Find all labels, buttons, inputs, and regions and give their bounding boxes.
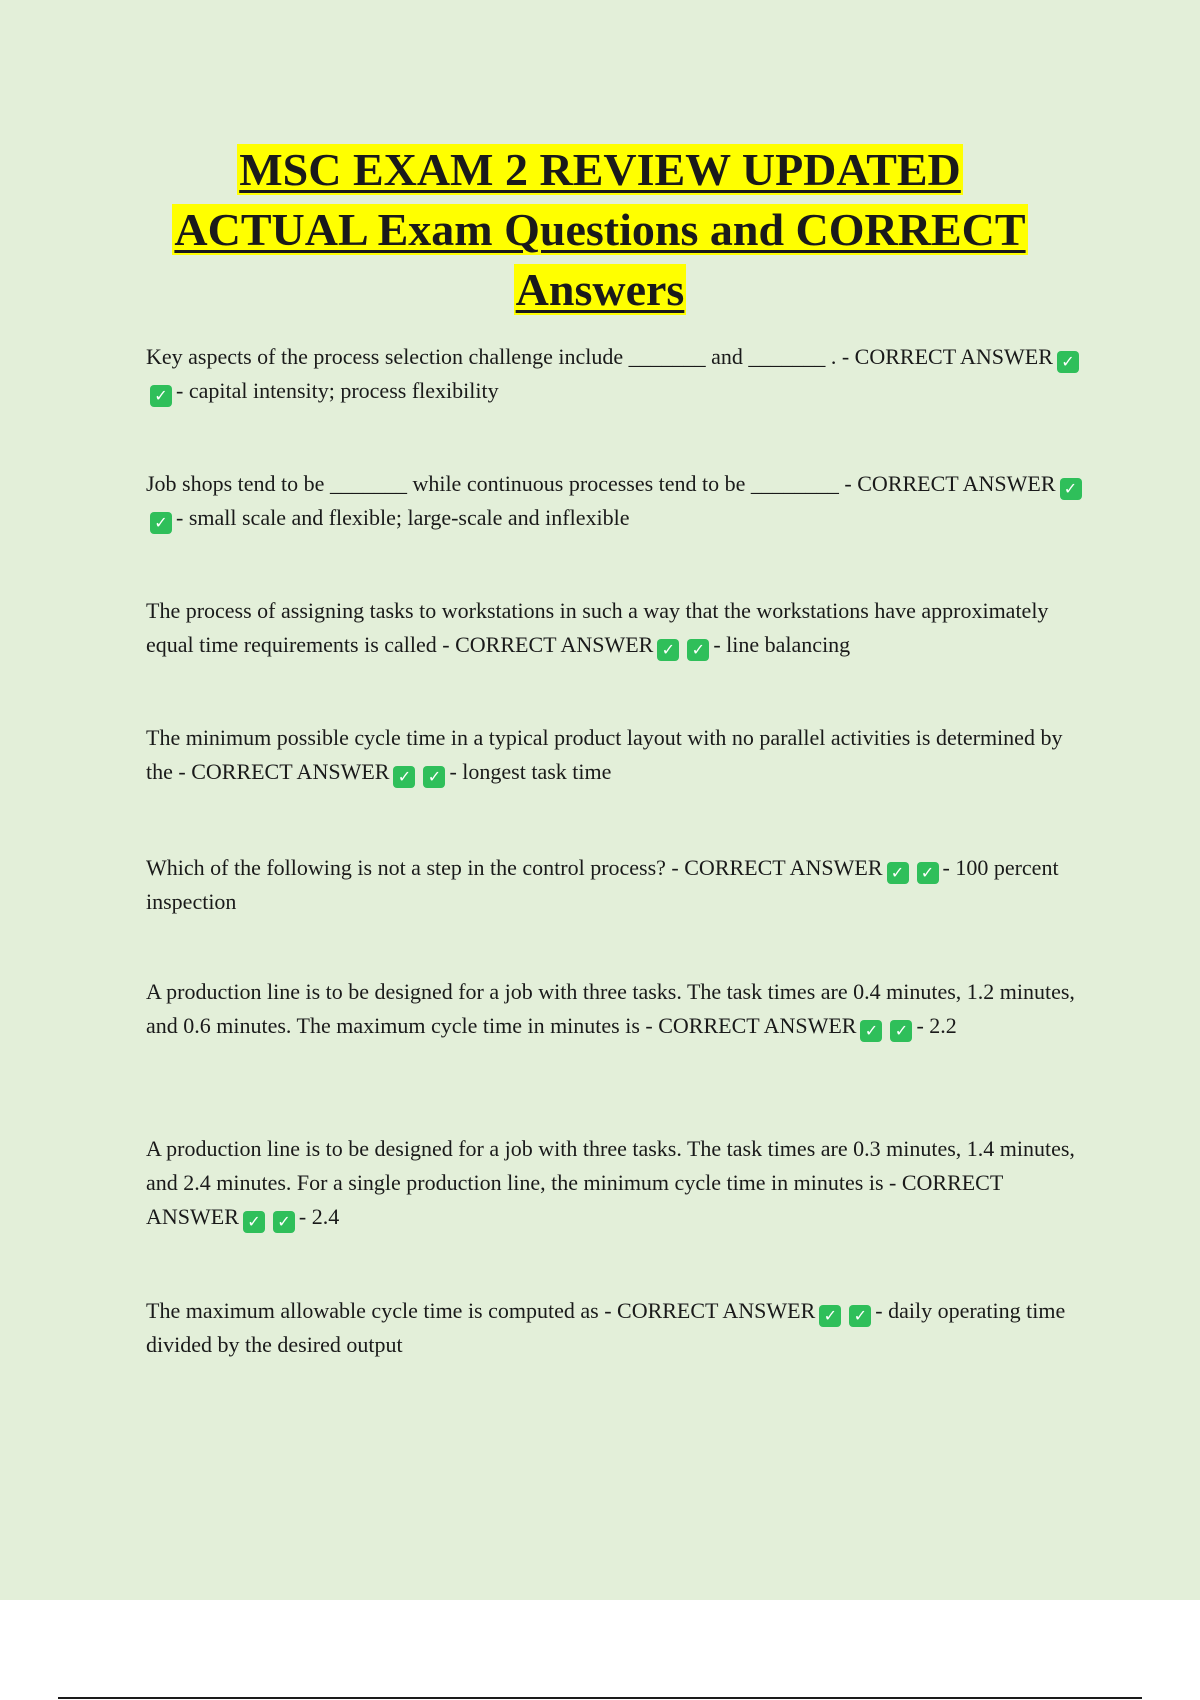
answer-text: - 2.4 <box>298 1204 340 1229</box>
check-mark-icon: ✓ <box>243 1211 265 1233</box>
question-text: Which of the following is not a step in the control process? - CORRECT ANSWER <box>146 855 883 880</box>
check-mark-icon: ✓ <box>687 639 709 661</box>
check-mark-icon: ✓ <box>393 766 415 788</box>
qa-item <box>146 340 1086 408</box>
qa-item <box>146 467 1086 535</box>
check-mark-icon: ✓ <box>917 862 939 884</box>
document-title <box>0 140 1200 320</box>
answer-text: - 2.2 <box>916 1013 957 1038</box>
qa-item <box>146 1294 1086 1362</box>
answer-text: - 100 percent inspection <box>146 855 1059 914</box>
question-text: A production line is to be designed for a job with three tasks. The task times are 0.4 minutes, 1.2 minutes, and 0.6 minutes. The maximum cycle time in minutes is - CORRECT ANSWER <box>146 979 1075 1038</box>
check-mark-icon: ✓ <box>890 1020 912 1042</box>
title-line <box>0 200 1200 260</box>
question-text: Job shops tend to be _______ while continuous processes tend to be ________ - CORRECT ANSWER <box>146 471 1056 496</box>
answer-text: - longest task time <box>449 759 612 784</box>
check-mark-icon: ✓ <box>819 1305 841 1327</box>
title-line-text: Answers <box>515 264 685 315</box>
qa-item <box>146 975 1086 1043</box>
qa-item <box>146 851 1086 919</box>
question-text: The maximum allowable cycle time is computed as - CORRECT ANSWER <box>146 1298 816 1323</box>
answer-text: - capital intensity; process flexibility <box>176 378 499 403</box>
question-text: The process of assigning tasks to workstations in such a way that the workstations have approximately equal time requirements is called - CORRECT ANSWER <box>146 598 1049 657</box>
footer-divider <box>58 1697 1142 1699</box>
question-text: Key aspects of the process selection challenge include _______ and _______ . - CORRECT ANSWER <box>146 344 1053 369</box>
answer-text: - daily operating time divided by the desired output <box>146 1298 1066 1357</box>
answer-text: - line balancing <box>713 632 851 657</box>
check-mark-icon: ✓ <box>849 1305 871 1327</box>
qa-item <box>146 721 1086 789</box>
question-text: The minimum possible cycle time in a typical product layout with no parallel activities is determined by the - CORRECT ANSWER <box>146 725 1063 784</box>
check-mark-icon: ✓ <box>887 862 909 884</box>
check-mark-icon: ✓ <box>150 512 172 534</box>
check-mark-icon: ✓ <box>150 385 172 407</box>
question-text: A production line is to be designed for a job with three tasks. The task times are 0.3 minutes, 1.4 minutes, and 2.4 minutes. For a single production line, the minimum cycle time in minutes is - CORRECT ANSWER <box>146 1136 1075 1229</box>
check-mark-icon: ✓ <box>1057 351 1079 373</box>
qa-item <box>146 1132 1086 1234</box>
check-mark-icon: ✓ <box>1060 478 1082 500</box>
title-line <box>0 140 1200 200</box>
title-line-text: MSC EXAM 2 REVIEW UPDATED <box>239 144 961 195</box>
answer-text: - small scale and flexible; large-scale and inflexible <box>176 505 630 530</box>
check-mark-icon: ✓ <box>860 1020 882 1042</box>
qa-item <box>146 594 1086 662</box>
check-mark-icon: ✓ <box>273 1211 295 1233</box>
title-line <box>0 260 1200 320</box>
title-line-text: ACTUAL Exam Questions and CORRECT <box>174 204 1026 255</box>
check-mark-icon: ✓ <box>423 766 445 788</box>
check-mark-icon: ✓ <box>657 639 679 661</box>
